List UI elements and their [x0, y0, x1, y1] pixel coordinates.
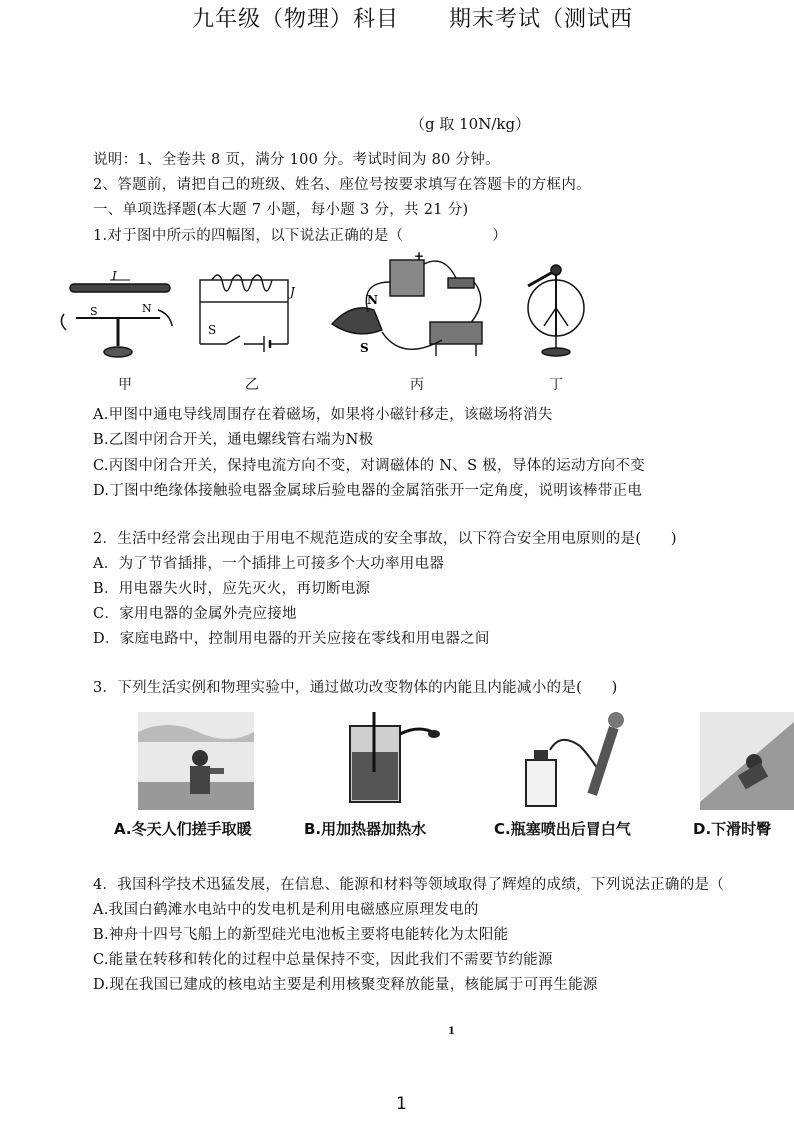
q2-stem: 2．生活中经常会出现由于用电不规范造成的安全事故，以下符合安全用电原则的是( )	[93, 531, 677, 547]
label-plus: +	[414, 252, 425, 263]
section-heading: 一、单项选择题(本大题 7 小题，每小题 3 分，共 21 分)	[93, 202, 469, 218]
q2-option-b: B．用电器失火时，应先灭火，再切断电源	[93, 581, 371, 597]
figure-bing-diagram	[332, 260, 482, 356]
instruction-line-1: 说明：1、全卷共 8 页，满分 100 分。考试时间为 80 分钟。	[93, 152, 500, 168]
q1-stem: 1.对于图中所示的四幅图，以下说法正确的是（ ）	[93, 228, 508, 244]
q3-stem: 3．下列生活实例和物理实验中，通过做功改变物体的内能且内能减小的是( )	[93, 680, 618, 696]
label-magnet-N: N	[367, 293, 378, 307]
figure-ding-diagram	[528, 265, 584, 356]
q3-caption-c: C.瓶塞喷出后冒白气	[494, 820, 631, 838]
q3-photo-b	[338, 712, 448, 810]
q3-photo-d	[700, 712, 794, 810]
q2-option-c: C．家用电器的金属外壳应接地	[93, 606, 297, 622]
gravity-note: （g 取 10N/kg）	[410, 115, 531, 133]
label-switch-S: S	[208, 323, 217, 337]
q3-photo-c	[520, 706, 630, 812]
q1-option-b: B.乙图中闭合开关，通电螺线管右端为N极	[93, 432, 374, 448]
figure-jia-diagram	[61, 280, 172, 357]
figure-label-yi: 乙	[245, 377, 259, 393]
q4-option-d: D.现在我国已建成的核电站主要是利用核聚变释放能量，核能属于可再生能源	[93, 977, 598, 993]
figure-label-bing: 丙	[410, 377, 424, 393]
q4-option-c: C.能量在转移和转化的过程中总量保持不变，因此我们不需要节约能源	[93, 952, 553, 968]
figure-label-ding: 丁	[549, 377, 563, 393]
q2-option-a: A．为了节省插排，一个插排上可接多个大功率用电器	[93, 556, 445, 572]
exam-title	[192, 2, 633, 33]
q3-caption-d: D.下滑时臀	[693, 820, 772, 838]
q1-option-c: C.丙图中闭合开关，保持电流方向不变，对调磁体的 N、S 极，导体的运动方向不变	[93, 458, 646, 474]
page-number-inner: 1	[448, 1026, 455, 1037]
label-current-I: I	[112, 269, 117, 283]
figure-label-jia: 甲	[118, 377, 132, 393]
label-needle-N: N	[142, 302, 152, 315]
label-needle-S: S	[90, 305, 98, 318]
q3-caption-a: A.冬天人们搓手取暖	[114, 820, 252, 838]
q3-caption-b: B.用加热器加热水	[304, 820, 427, 838]
q4-option-a: A.我国白鹤滩水电站中的发电机是利用电磁感应原理发电的	[93, 902, 479, 918]
q2-option-d: D．家庭电路中，控制用电器的开关应接在零线和用电器之间	[93, 631, 490, 647]
title-subject: 九年级（物理）科目	[192, 7, 400, 32]
label-J: J	[290, 285, 295, 299]
label-magnet-S: S	[360, 341, 369, 355]
instruction-line-2: 2、答题前，请把自己的班级、姓名、座位号按要求填写在答题卡的方框内。	[93, 177, 591, 193]
q1-option-d: D.丁图中绝缘体接触验电器金属球后验电器的金属箔张开一定角度，说明该棒带正电	[93, 483, 643, 499]
figure-yi-diagram	[200, 275, 288, 352]
q3-photo-a	[138, 712, 254, 810]
q4-stem: 4．我国科学技术迅猛发展，在信息、能源和材料等领域取得了辉煌的成绩，下列说法正确的是（	[93, 877, 725, 893]
q4-option-b: B.神舟十四号飞船上的新型硅光电池板主要将电能转化为太阳能	[93, 927, 509, 943]
title-exam: 期末考试（测试西	[449, 7, 634, 32]
page-number: 1	[396, 1094, 407, 1114]
q1-figures	[50, 252, 610, 372]
q1-option-a: A.甲图中通电导线周围存在着磁场，如果将小磁针移走，该磁场将消失	[93, 407, 553, 423]
